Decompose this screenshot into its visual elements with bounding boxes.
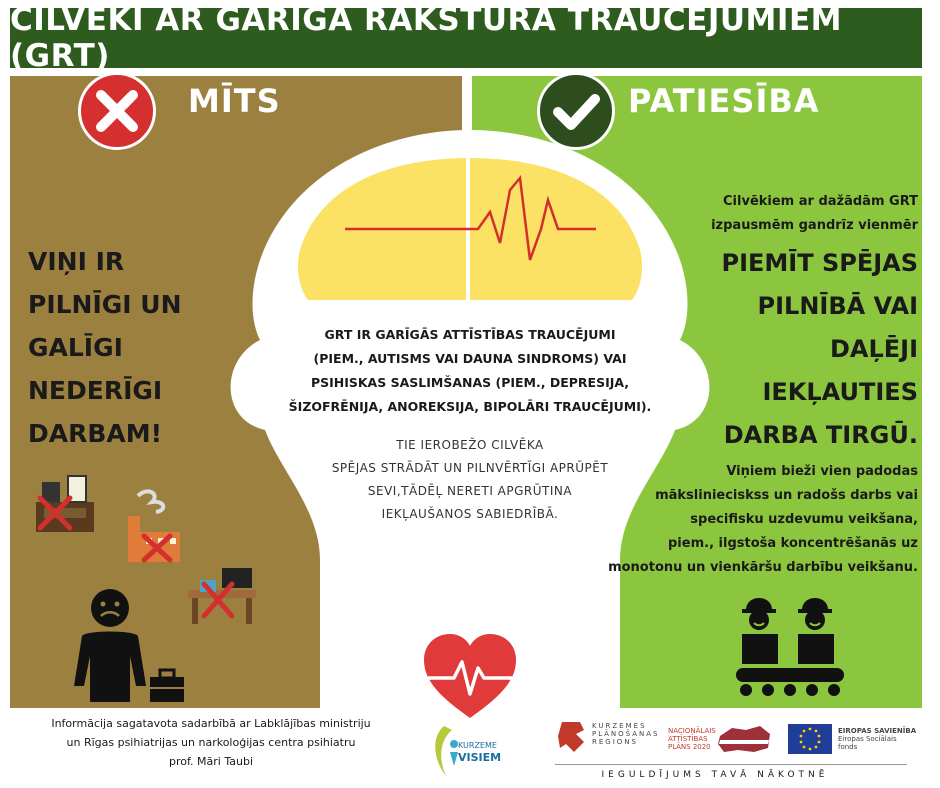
kurzeme-visiem-label-2: VISIEM: [458, 751, 502, 764]
kurzeme-visiem-label-1: KURZEME: [458, 741, 497, 750]
truth-detail: Viņiem bieži vien padodas mākslinieciskss un radošs darbs vai specifisku uzdevumu veikšana, piem., ilgstoša koncentrēšanās uz monotonu un vienkāršu darbību veikšanu.: [608, 464, 918, 575]
nap-label: NACIONĀLAIS ATTĪSTĪBAS PLĀNS 2020: [668, 727, 716, 751]
eu-flag-icon: [788, 724, 832, 754]
briefcase-icon: [148, 668, 186, 704]
grt-definition: GRT IR GARĪGĀS ATTĪSTĪBAS TRAUCĒJUMI (PIEM., AUTISMS VAI DAUNA SINDROMS) VAI PSIHISKAS SASLIMŠANAS (PIEM., DEPRESIJA, ŠIZOFRĒNIJA, ANOREKSIJA, BIPOLĀRI TRAUCĒJUMI).: [288, 327, 652, 414]
truth-statement: PIEMĪT SPĒJAS PILNĪBĀ VAI DAĻĒJI IEKĻAUTIES DARBA TIRGŪ.: [721, 249, 918, 449]
factory-icon: [120, 486, 184, 566]
eu-label: EIROPAS SAVIENĪBA Eiropas Sociālais fonds: [838, 727, 917, 751]
kurzeme-planning-logo-icon: [556, 718, 588, 754]
x-icon: [78, 72, 156, 150]
kurzeme-visiem-logo-icon: [428, 722, 462, 780]
truth-intro: Cilvēkiem ar dažādām GRT izpausmēm gandrīz vienmēr: [711, 194, 918, 233]
heart-pulse-icon: [422, 632, 518, 722]
latvia-map-icon: [716, 722, 772, 756]
footer-slogan: IEGULDĪJUMS TAVĀ NĀKOTNĒ: [601, 770, 829, 780]
workers-icon: [732, 590, 848, 702]
footer-info: Informācija sagatavota sadarbībā ar Labklājības ministriju un Rīgas psihiatrijas un narkoloģijas centra psihiatru prof. Māri Taubi: [51, 717, 371, 768]
check-icon: [537, 72, 615, 150]
page-title: CILVĒKI AR GARĪGA RAKSTURA TRAUCĒJUMIEM (GRT): [10, 8, 922, 68]
grt-consequence: TIE IEROBEŽO CILVĒKA SPĒJAS STRĀDĀT UN PILNVĒRTĪGI APRŪPĒT SEVI,TĀDĒĻ NERETI APGRŪTINA IEKĻAUŠANOS SABIEDRĪBĀ.: [331, 438, 609, 521]
computer-desk-icon: [186, 566, 258, 626]
myth-statement: VIŅI IR PILNĪGI UN GALĪGI NEDERĪGI DARBAM!: [28, 247, 182, 448]
myth-header: MĪTS: [188, 82, 281, 120]
footer-divider: [555, 764, 907, 765]
kurzeme-planning-label: KURZEMES PLĀNOŠANAS REGIONS: [592, 722, 660, 746]
truth-header: PATIESĪBA: [628, 82, 820, 120]
sad-person-icon: [72, 586, 148, 702]
office-desk-icon: [30, 468, 100, 536]
